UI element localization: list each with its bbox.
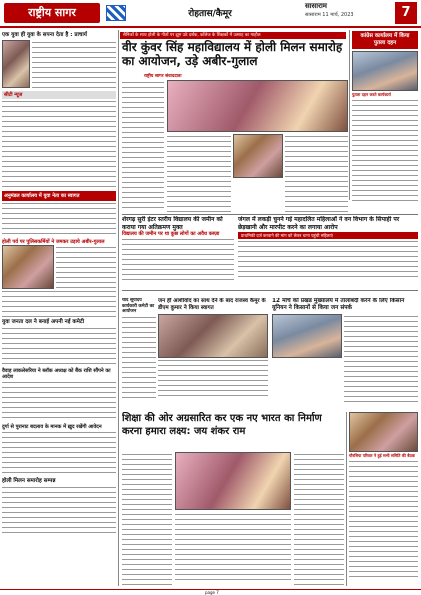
article-text — [122, 80, 164, 212]
edition-title: रोहतास/कैमूर — [188, 9, 232, 19]
chaurasia-story — [349, 412, 418, 586]
article-text — [175, 512, 291, 584]
section-divider — [122, 290, 418, 291]
story-headline: अनुमंडल कार्यालय में युवा नेता का स्वागत — [2, 191, 116, 201]
page-footer — [0, 589, 421, 595]
page-number: 7 — [395, 2, 417, 24]
dateline: सासाराम 11 मार्च, 2023 — [305, 12, 354, 18]
lead-headline: वीर कुंवर सिंह महाविद्यालय में होली मिलन समारोह का आयोजन, उड़े अबीर-गुलाल — [122, 40, 343, 68]
story-subheadline: विद्यालय की जमीन पर था कुछ लोगों का अवैध कब्ज़ा — [122, 231, 220, 237]
story-headline: जंगल में लकड़ी चुनने गई महादलित महिलाओं ने वन विभाग के सिपाही पर छेड़खानी और मारपीट करने का लगाया आरोप — [238, 216, 400, 231]
photo-caption: पुतला दहन करते कार्यकर्ता — [352, 92, 391, 97]
story-headline: वैवाह लाकलेसरिया ने ब्लॉक अध्यक्ष को बैंक राशि सौंपने का आदेश — [2, 368, 111, 380]
flag-icon — [106, 5, 126, 21]
article-text — [2, 289, 116, 317]
article-text — [122, 237, 234, 281]
news-photo — [352, 51, 418, 91]
chand-story — [122, 298, 156, 408]
story-strip: प्राथमिकी दर्ज करवाने की मांग को लेकर थाना पहुंची महिलाएं — [238, 232, 418, 239]
left-headline: एक युवा ही युवा के सपना देता है : प्राचार्य — [2, 32, 87, 38]
article-text — [2, 326, 116, 366]
article-text — [285, 134, 349, 212]
story-headline: 12 मार्च को प्रखंड मुख्यालय में तालाबंदी करने के लिए किसान यूनियन ने किसानों से किया जन संपर्क — [272, 298, 405, 311]
article-text — [2, 201, 116, 237]
education-story — [122, 412, 344, 452]
right-headline: कांग्रेस कार्यालय में किया पुतला दहन — [352, 31, 418, 49]
lead-body — [122, 72, 348, 212]
section-label: सीटी न्यूज — [2, 91, 116, 99]
story-headline: जन ही आशीर्वाद का साथ देने के बाद राजस्व कैमूर के डीएम कुमार ने किया स्वागत — [158, 298, 266, 311]
article-text — [2, 485, 116, 535]
article-text — [294, 452, 344, 586]
section-divider — [122, 214, 418, 215]
forest-story — [238, 216, 418, 288]
article-text — [344, 314, 418, 402]
lead-byline: राष्ट्रीय सागर संवाददाता — [144, 74, 182, 79]
news-photo — [272, 314, 342, 358]
story-headline: दुर्गा से पुरानाट बदलाव के मानक में ख़ुद रखेंगी आवेदन — [2, 424, 102, 430]
news-photo — [158, 314, 268, 358]
right-column — [352, 31, 418, 201]
story-headline: शिक्षा की ओर अग्रसारित कर एक नए भारत का निर्माण करना हमारा लक्ष्य: जय शंकर राम — [122, 413, 322, 437]
shergarh-story — [122, 216, 234, 288]
article-text — [349, 459, 418, 579]
story-headline: युवा जनता दल ने बनाई अपनी नई कमेटी — [2, 319, 85, 325]
brand-logo: राष्ट्रीय सागर — [4, 3, 100, 23]
column-divider — [349, 30, 350, 200]
news-photo — [175, 452, 291, 510]
education-body — [122, 452, 344, 586]
article-text — [32, 40, 116, 88]
masthead — [0, 0, 421, 28]
news-photo — [2, 40, 30, 88]
left-column — [2, 31, 116, 587]
story-headline: शेरगढ़ सुरी इंटर स्तरीय विद्यालय की जमीन को कराया गया अतिक्रमण मुक्त — [122, 216, 223, 231]
article-text — [2, 380, 116, 422]
photo-caption: चौरसिया परिवार ने हुई सभी समिति की बैठक — [349, 453, 415, 458]
dm-story — [158, 298, 268, 408]
article-text — [352, 98, 418, 201]
story-headline: होली पर्व पर पुलिसकर्मियों ने जमकर उड़ाये अबीर-गुलाल — [2, 239, 105, 245]
article-text — [56, 245, 116, 289]
article-text — [158, 358, 268, 398]
story-headline: चांद सूर्योदय कार्यकारी कमेटी का आयोजन — [122, 298, 155, 314]
article-text — [2, 430, 116, 476]
farmer-story — [272, 298, 418, 410]
news-photo — [167, 80, 348, 132]
news-photo — [233, 134, 283, 178]
column-divider — [118, 30, 119, 586]
article-text — [167, 134, 231, 212]
news-photo — [2, 245, 54, 289]
article-text — [2, 99, 116, 189]
lead-banner: सैनिकों के साथ होली के गीतों पर झूम उठे दर्शक, कॉलेज के शिक्षकों में उत्साह का माहौल — [120, 32, 346, 39]
article-text — [122, 315, 156, 399]
article-text — [122, 452, 172, 586]
city-label: सासाराम — [305, 2, 327, 10]
column-divider — [346, 412, 347, 586]
article-text — [238, 239, 418, 279]
news-photo — [349, 412, 418, 452]
story-headline: होली मिलन समारोह सम्पन्न — [2, 478, 56, 484]
footer-text: page 7 — [205, 590, 219, 595]
